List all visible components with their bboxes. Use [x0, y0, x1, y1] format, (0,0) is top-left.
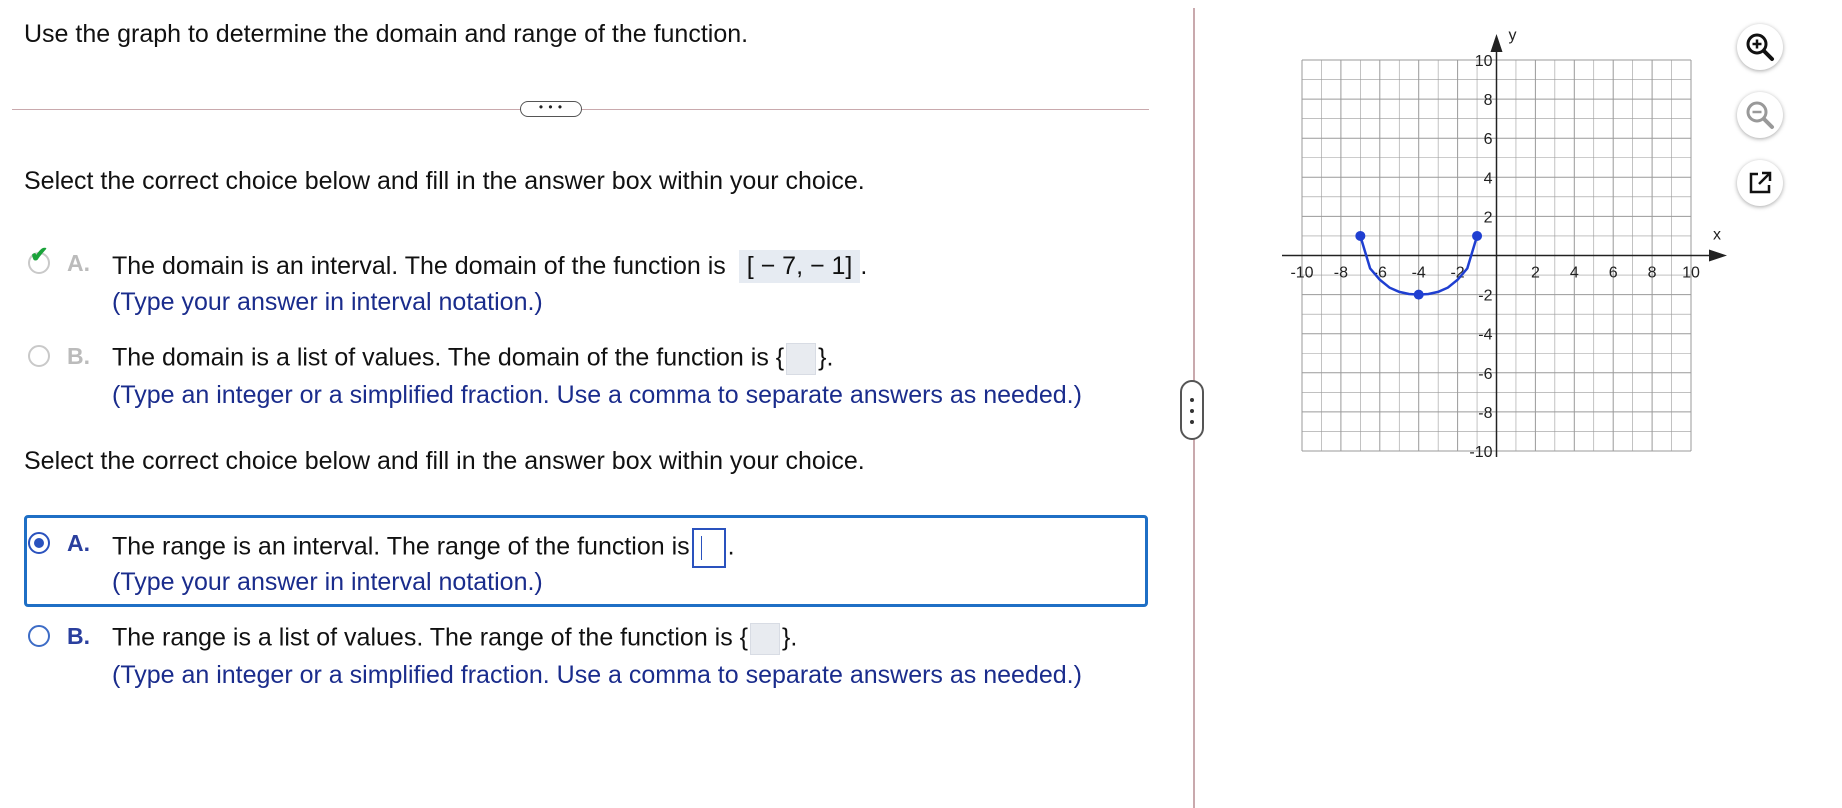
y-tick-label: -8 — [1478, 404, 1493, 422]
range-choice-b-text: The range is a list of values. The range of the function is { }. — [112, 623, 797, 655]
domain-choice-a-letter: A. — [67, 250, 90, 276]
x-axis-arrow-icon — [1709, 250, 1727, 262]
x-tick-label: -2 — [1450, 264, 1465, 282]
domain-choice-a[interactable] — [24, 242, 1144, 320]
domain-choice-b-letter: B. — [67, 343, 90, 369]
curve-point — [1472, 231, 1482, 241]
more-button[interactable]: • • • — [520, 101, 582, 117]
domain-list-box[interactable] — [786, 343, 816, 375]
x-tick-label: 8 — [1647, 264, 1657, 282]
domain-choice-b[interactable] — [24, 343, 1144, 413]
curve-point — [1355, 231, 1365, 241]
y-tick-label: -6 — [1478, 365, 1493, 383]
domain-choice-b-hint: (Type an integer or a simplified fraction. Use a comma to separate answers as needed.) — [112, 381, 1082, 409]
range-instruction: Select the correct choice below and fill in the answer box within your choice. — [24, 447, 865, 475]
range-choice-a-radio[interactable] — [28, 532, 50, 554]
zoom-out-icon — [1745, 100, 1775, 130]
domain-answer-box[interactable]: [ − 7, − 1] — [739, 250, 861, 283]
pane-resize-handle[interactable] — [1180, 380, 1204, 440]
y-tick-label: 4 — [1483, 170, 1493, 188]
x-tick-label: 2 — [1530, 264, 1540, 282]
domain-choice-a-hint: (Type your answer in interval notation.) — [112, 288, 543, 316]
range-choice-b-radio[interactable] — [28, 625, 50, 647]
x-tick-label: 4 — [1569, 264, 1579, 282]
domain-choice-b-radio[interactable] — [28, 345, 50, 367]
y-tick-label: 10 — [1474, 53, 1493, 70]
question-prompt: Use the graph to determine the domain and range of the function. — [24, 20, 749, 48]
y-axis-label: y — [1508, 27, 1517, 44]
y-axis-arrow-icon — [1491, 34, 1503, 52]
domain-choice-b-text: The domain is a list of values. The domain of the function is { }. — [112, 343, 833, 375]
domain-choice-a-text: The domain is an interval. The domain of the function is [ − 7, − 1] . — [112, 250, 867, 283]
x-tick-label: -10 — [1290, 264, 1314, 282]
x-tick-label: -6 — [1372, 264, 1387, 282]
popout-button[interactable] — [1737, 160, 1783, 206]
function-graph — [1268, 18, 1728, 458]
range-list-box[interactable] — [750, 623, 780, 655]
x-tick-label: -8 — [1333, 264, 1349, 282]
external-link-icon — [1745, 168, 1775, 198]
range-choice-b[interactable] — [24, 623, 1144, 693]
range-choice-a-text: The range is an interval. The range of the function is . — [112, 528, 735, 568]
checkmark-icon: ✔ — [30, 242, 49, 267]
x-tick-label: 10 — [1682, 264, 1700, 282]
zoom-out-button[interactable] — [1737, 92, 1783, 138]
range-choice-a-hint: (Type your answer in interval notation.) — [112, 568, 543, 596]
curve-point — [1414, 290, 1424, 300]
zoom-in-icon — [1745, 32, 1775, 62]
y-tick-label: -10 — [1469, 444, 1493, 458]
range-choice-b-letter: B. — [67, 623, 90, 649]
range-choice-b-hint: (Type an integer or a simplified fraction. Use a comma to separate answers as needed.) — [112, 661, 1082, 689]
y-tick-label: -2 — [1478, 287, 1493, 305]
x-tick-label: 6 — [1608, 264, 1618, 282]
y-tick-label: -4 — [1478, 326, 1493, 344]
y-tick-label: 6 — [1483, 131, 1493, 149]
x-tick-label: -4 — [1411, 264, 1426, 282]
x-axis-label: x — [1713, 226, 1721, 244]
range-choice-a-letter: A. — [67, 530, 90, 556]
domain-instruction: Select the correct choice below and fill in the answer box within your choice. — [24, 167, 865, 195]
y-tick-label: 8 — [1483, 92, 1493, 110]
range-choice-a[interactable] — [24, 530, 1144, 600]
zoom-in-button[interactable] — [1737, 24, 1783, 70]
range-answer-box[interactable] — [692, 528, 726, 568]
y-tick-label: 2 — [1483, 209, 1493, 227]
